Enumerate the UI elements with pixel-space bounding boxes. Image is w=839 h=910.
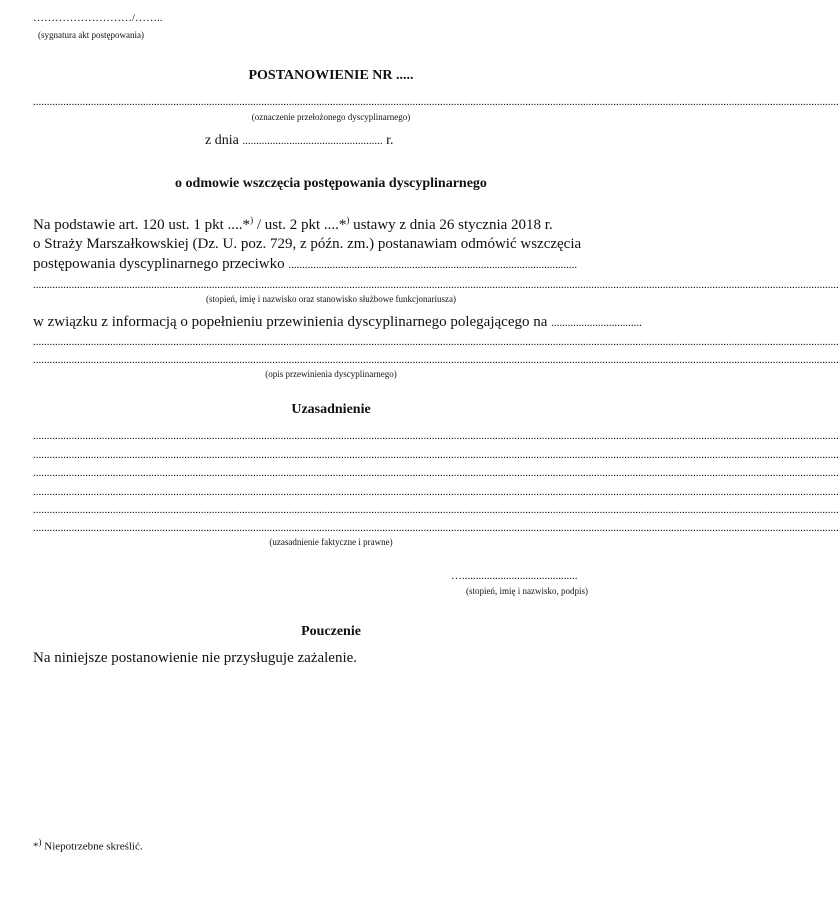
footnote — [33, 837, 143, 853]
footnote-ref-2: ) — [346, 215, 350, 225]
offense-fill-dots-inline[interactable]: ................................. — [551, 317, 642, 329]
offense-fill-line-1[interactable]: ..................................................................................................................................................................................................................................................................................................... — [33, 336, 839, 348]
justification-fill-line-3[interactable]: ..................................................................................................................................................................................................................................................................................................... — [33, 467, 839, 479]
officer-fill-dots-inline[interactable]: ......................................................................................................... — [288, 259, 578, 271]
officer-fill-line[interactable]: ..................................................................................................................................................................................................................................................................................................... — [33, 279, 839, 291]
date-line — [205, 133, 393, 149]
justification-fill-line-1[interactable]: ..................................................................................................................................................................................................................................................................................................... — [33, 430, 839, 442]
footnote-sup: ) — [38, 837, 42, 847]
signature-caption: (stopień, imię i nazwisko, podpis) — [466, 586, 588, 596]
offense-fill-line-2[interactable]: ..................................................................................................................................................................................................................................................................................................... — [33, 354, 839, 366]
case-signature-caption: (sygnatura akt postępowania) — [38, 30, 144, 40]
justification-heading: Uzasadnienie — [291, 402, 371, 417]
justification-caption: (uzasadnienie faktyczne i prawne) — [269, 537, 393, 547]
justification-fill-line-6[interactable]: ..................................................................................................................................................................................................................................................................................................... — [33, 522, 839, 534]
justification-fill-line-2[interactable]: ..................................................................................................................................................................................................................................................................................................... — [33, 449, 839, 461]
paragraph-legal-basis-line2: o Straży Marszałkowskiej (Dz. U. poz. 729, z późn. zm.) postanawiam odmówić wszczęcia — [33, 236, 582, 252]
against-text: postępowania dyscyplinarnego przeciwko — [33, 256, 285, 272]
legal-basis-part-b: / ust. 2 pkt ....* — [253, 217, 347, 233]
date-suffix: r. — [386, 133, 394, 148]
paragraph-legal-basis-line1 — [33, 215, 627, 234]
justification-fill-line-5[interactable]: ..................................................................................................................................................................................................................................................................................................... — [33, 504, 839, 516]
footnote-text: Niepotrzebne skreślić. — [41, 840, 143, 853]
legal-basis-part-c: ustawy z dnia 26 stycznia 2018 r. — [349, 217, 553, 233]
justification-fill-line-4[interactable]: ..................................................................................................................................................................................................................................................................................................... — [33, 486, 839, 498]
case-signature-dots[interactable]: ………………………/…….. — [33, 12, 163, 24]
legal-basis-part-a: Na podstawie art. 120 ust. 1 pkt ....* — [33, 217, 251, 233]
offense-text: w związku z informacją o popełnieniu przewinienia dyscyplinarnego polegającego na — [33, 314, 548, 330]
document-title: POSTANOWIENIE NR ..... — [248, 68, 414, 83]
footnote-ref-1: ) — [250, 215, 254, 225]
instruction-heading: Pouczenie — [301, 624, 361, 639]
footnote-mark: * — [33, 840, 39, 853]
signature-fill-dots[interactable]: ….......................................... — [451, 570, 578, 582]
disciplinarian-caption: (oznaczenie przełożonego dyscyplinarnego) — [251, 112, 411, 122]
officer-caption: (stopień, imię i nazwisko oraz stanowisko służbowe funkcjonariusza) — [206, 294, 456, 304]
offense-caption: (opis przewinienia dyscyplinarnego) — [265, 369, 397, 379]
date-fill-dots[interactable]: ................................................... — [242, 135, 383, 147]
instruction-text: Na niniejsze postanowienie nie przysługuje zażalenie. — [33, 650, 358, 666]
document-subject: o odmowie wszczęcia postępowania dyscyplinarnego — [175, 176, 487, 191]
disciplinarian-fill-line[interactable]: ..................................................................................................................................................................................................................................................................................................... — [33, 96, 839, 108]
paragraph-offense — [33, 314, 642, 331]
paragraph-legal-basis-line3 — [33, 256, 627, 273]
date-prefix: z dnia — [205, 133, 239, 148]
